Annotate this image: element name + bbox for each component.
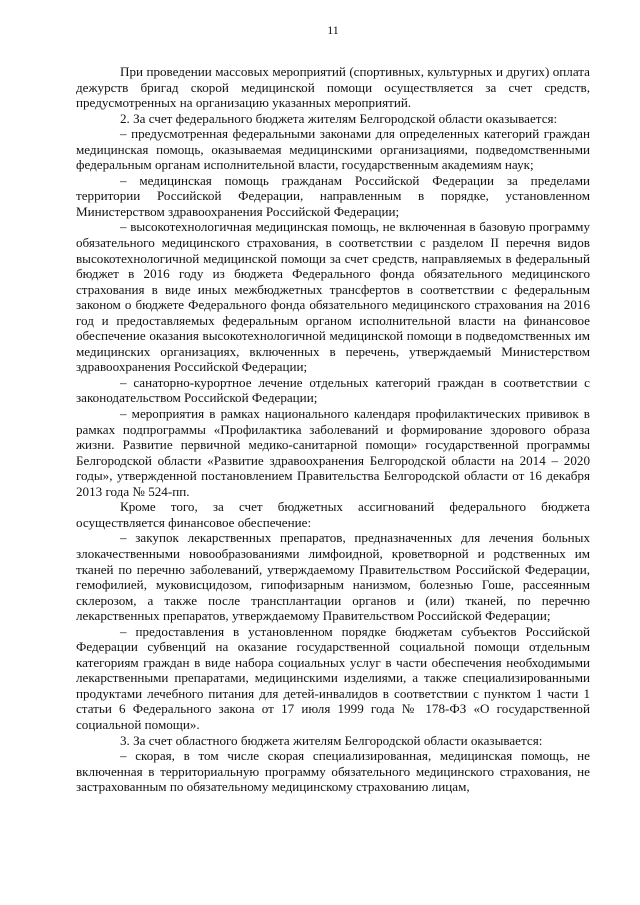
paragraph-regional-budget-heading: 3. За счет областного бюджета жителям Белгородской области оказывается: <box>120 732 543 748</box>
list-item: – высокотехнологичная медицинская помощь, не включенная в базовую программу обязательного медицинского страхования, в соответствии с разделом II перечня видов высокотехнологичной медицинской помощи за счет средств, направляемых в федеральный бюджет в 2016 году из бюджета Федерального фонда обязательного медицинского страхования в виде иных межбюджетных трансфертов в соответствии с федеральным законом о бюджете Федерального фонда обязательного медицинского страхования на 2016 год и предоставляемых федеральным органом исполнительной власти на финансовое обеспечение оказания высокотехнологичной медицинской помощи в подведомственных им медицинских организациях, включенных в перечень, утверждаемый Министерством здравоохранения Российской Федерации; <box>76 219 590 375</box>
list-item: – мероприятия в рамках национального календаря профилактических прививок в рамках подпрограммы «Профилактика заболеваний и формирование здорового образа жизни. Развитие первичной медико-санитарной помощи» государственной программы Белгородской области «Развитие здравоохранения Белгородской области на 2014 – 2020 годы», утвержденной постановлением Правительства Белгородской области от 16 декабря 2013 года № 524-пп. <box>76 406 590 499</box>
page-number: 11 <box>327 23 339 37</box>
list-item: – предусмотренная федеральными законами для определенных категорий граждан медицинская помощь, оказываемая медицинскими организациями, подведомственными федеральным органам исполнительной власти, государственным академиям наук; <box>76 126 590 173</box>
list-item: – предоставления в установленном порядке бюджетам субъектов Российской Федерации субвенций на оказание государственной социальной помощи отдельным категориям граждан в виде набора социальных услуг в части обеспечения необходимыми лекарственными препаратами, медицинскими изделиями, а также специализированными продуктами лечебного питания для детей-инвалидов в соответствии с пунктом 1 части 1 статьи 6 Федерального закона от 17 июля 1999 года № 178-ФЗ «О государственной социальной помощи». <box>76 623 590 732</box>
list-item: – санаторно-курортное лечение отдельных категорий граждан в соответствии с законодательством Российской Федерации; <box>76 374 590 406</box>
list-item: – скорая, в том числе скорая специализированная, медицинская помощь, не включенная в территориальную программу обязательного медицинского страхования, не застрахованным по обязательному медицинскому страхованию лицам, <box>76 748 590 795</box>
list-item: – закупок лекарственных препаратов, предназначенных для лечения больных злокачественными новообразованиями лимфоидной, кроветворной и родственных им тканей по перечню заболеваний, утверждаемому Правительством Российской Федерации, гемофилией, муковисцидозом, гипофизарным нанизмом, болезнью Гоше, рассеянным склерозом, а также после трансплантации органов и (или) тканей, по перечню лекарственных препаратов, утверждаемому Правительством Российской Федерации; <box>76 530 590 624</box>
paragraph-federal-budget-heading: 2. За счет федерального бюджета жителям Белгородской области оказывается: <box>120 110 558 126</box>
paragraph-mass-events: При проведении массовых мероприятий (спортивных, культурных и других) оплата дежурств бригад скорой медицинской помощи осуществляется за счет средств, предусмотренных на организацию указанных мероприятий. <box>76 64 590 111</box>
list-item: – медицинская помощь гражданам Российской Федерации за пределами территории Российской Федерации, направленным в порядке, установленном Министерством здравоохранения Российской Федерации; <box>76 172 590 219</box>
document-body <box>76 64 590 795</box>
paragraph-additional-financing: Кроме того, за счет бюджетных ассигнований федерального бюджета осуществляется финансовое обеспечение: <box>76 499 590 530</box>
